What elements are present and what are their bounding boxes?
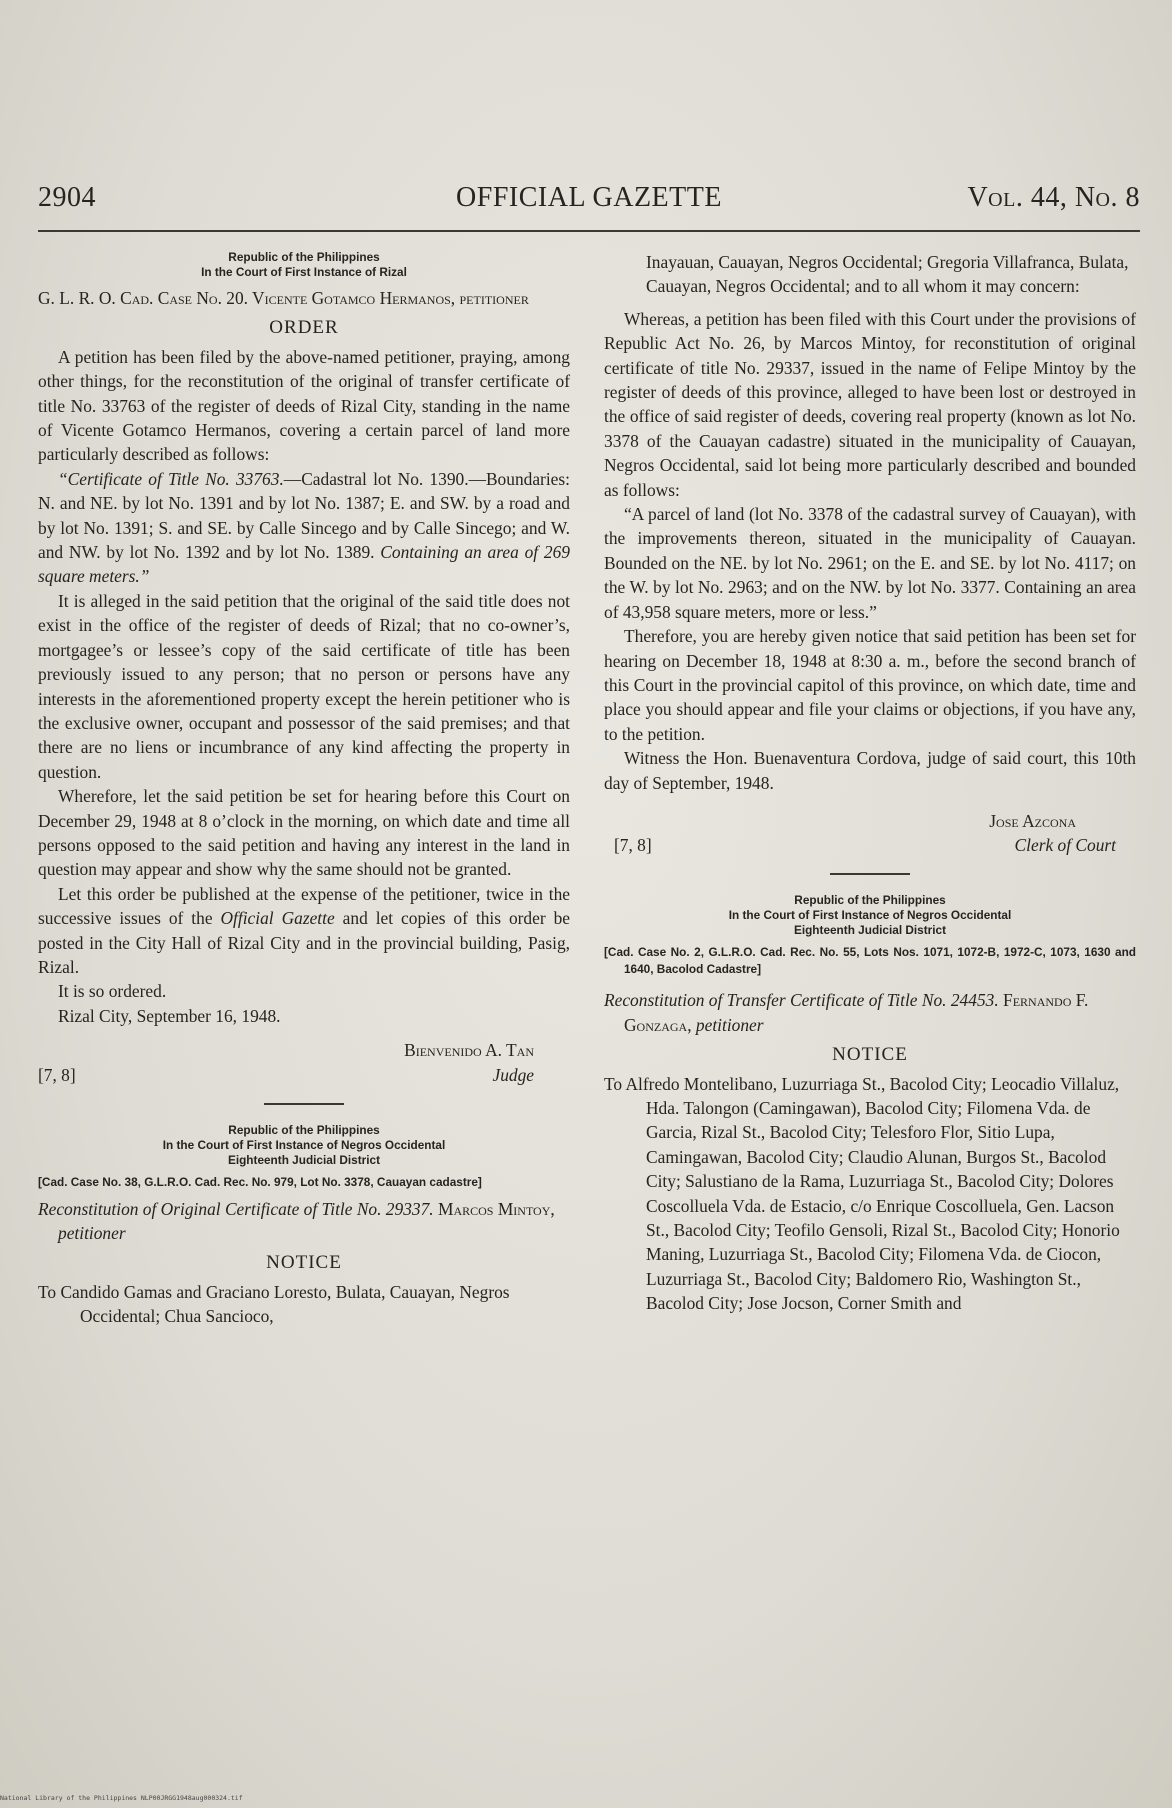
- text-run: Reconstitution of Original Certificate of Title No. 29337.: [38, 1198, 434, 1219]
- paragraph: It is so ordered.: [58, 981, 167, 1002]
- quoted-description: “A parcel of land (lot No. 3378 of the cadastral survey of Cauayan), with the improvements thereon, situated in the municipality of Cauayan. Bounded on the NE. by lot No. 2961; on the E. and SE. by lot No. 4117; on the W. by lot No. 2963; and on the NW. by lot No. 3377. Containing an area of 43,958 square meters, more or less.”: [604, 504, 1136, 622]
- issue-reference: [7, 8]: [614, 835, 652, 856]
- date-line: Rizal City, September 16, 1948.: [58, 1005, 281, 1026]
- case-title: [38, 1197, 570, 1246]
- notice-heading: NOTICE: [832, 1044, 908, 1066]
- text-run: petitioner: [58, 1223, 126, 1243]
- right-column: [604, 250, 1136, 1316]
- court-caption: Republic of the Philippines: [794, 893, 946, 908]
- court-caption: In the Court of First Instance of Negros Occidental: [728, 908, 1012, 923]
- court-caption: Republic of the Philippines: [228, 1122, 380, 1137]
- case-title: G. L. R. O. Cad. Case No. 20. Vicente Gotamco Hermanos, petitioner: [38, 288, 529, 308]
- page-number: 2904: [38, 182, 96, 213]
- left-column: [38, 250, 570, 1329]
- text-run: Let this order be published at the expense of the petitioner, twice in the successive issues of the: [38, 883, 570, 929]
- petitioner-name: Fernando F. Gonzaga,: [624, 990, 1089, 1035]
- paragraph: Wherefore, let the said petition be set for hearing before this Court on December 29, 1948 at 8 o’clock in the morning, on which date and time all persons opposed to the said petition and having any interest in the land in question may appear and show why the same should not be granted.: [38, 786, 570, 880]
- addressees: To Alfredo Montelibano, Luzurriaga St., Bacolod City; Leocadio Villaluz, Hda. Talongon (Camingawan), Bacolod City; Filomena Vda. de Garcia, Rizal St., Bacolod City; Telesforo Flor, Sitio Lupa, Camingawan, Bacolod City; Claudio Alunan, Burgos St., Bacolod City; Salustiano de la Rama, Luzurriaga St., Bacolod City; Dolores Coscolluela Vda. de Estacio, c/o Enrique Coscolluela, Gen. Lacson St., Bacolod City; Teofilo Gensoli, Rizal St., Bacolod City; Honorio Maning, Luzurriaga St., Bacolod City; Filomena Vda. de Ciocon, Luzurriaga St., Bacolod City; Baldomero Rio, Washington St., Bacolod City; Jose Jocson, Corner Smith and: [604, 1073, 1120, 1314]
- page-header: [38, 182, 1140, 228]
- court-caption: In the Court of First Instance of Negros Occidental: [162, 1137, 446, 1152]
- case-title: [604, 988, 1136, 1037]
- court-caption: Republic of the Philippines: [228, 250, 380, 264]
- signer-name: Jose Azcona: [989, 810, 1076, 831]
- court-caption: In the Court of First Instance of Rizal: [201, 265, 407, 279]
- gazette-name: Official Gazette: [220, 908, 335, 929]
- paragraph: Therefore, you are hereby given notice that said petition has been set for hearing on December 18, 1948 at 8:30 a. m., before the second branch of this Court in the provincial capitol of this province, on which date, time and place you should appear and file your claims or objections, if you have any, to the petition.: [604, 626, 1136, 744]
- quote-title: “Certificate of Title No. 33763.: [58, 468, 284, 489]
- case-reference: [Cad. Case No. 2, G.L.R.O. Cad. Rec. No. 55, Lots Nos. 1071, 1072-B, 1972-C, 1073, 1630 and 1640, Bacolod Cadastre]: [604, 945, 1136, 977]
- text-run: Reconstitution of Transfer Certificate of Title No. 24453.: [604, 990, 999, 1011]
- quote-area: Containing an area of 269 square meters.”: [38, 542, 570, 587]
- volume-number: Vol. 44, No. 8: [967, 182, 1140, 213]
- header-rule: [38, 230, 1140, 232]
- petitioner-name: Marcos Mintoy,: [433, 1198, 555, 1219]
- paragraph: It is alleged in the said petition that the original of the said title does not exist in the office of the register of deeds of Rizal; that no co-owner’s, mortgagee’s or lessee’s copy of the said certificate of title has been previously issued to any person; that no person or persons have any interests in the aforementioned property except the herein petitioner who is the exclusive owner, occupant and possessor of the said premises; and that there are no liens or incumbrance of any kind affecting the property in question.: [38, 590, 570, 782]
- section-divider: [830, 873, 910, 875]
- signature-row: [604, 833, 1136, 857]
- quote-body: —Cadastral lot No. 1390.—Boundaries: N. and NE. by lot No. 1391 and by lot No. 1387; E. and SW. by a road and by lot No. 1391; S. and SE. by Calle Sincego and by Calle Sincego; and W. and NW. by lot No. 1392 and by lot No. 1389.: [38, 468, 570, 563]
- scan-footer: National Library of the Philippines NLP00JRGG1948aug000324.tif: [0, 1794, 243, 1802]
- quoted-description: [38, 467, 570, 589]
- paragraph: Witness the Hon. Buenaventura Cordova, judge of said court, this 10th day of September, 1948.: [604, 748, 1136, 793]
- court-caption: Eighteenth Judicial District: [227, 1152, 381, 1167]
- paragraph: Whereas, a petition has been filed with this Court under the provisions of Republic Act No. 26, by Marcos Mintoy, for reconstitution of original certificate of title No. 29337, issued in the name of Felipe Mintoy by the register of deeds of this province, alleged to have been lost or destroyed in the office of said register of deeds, covering real property (known as lot No. 3378 of the Cauayan cadastre) situated in the municipality of Cauayan, Negros Occidental, said lot being more particularly described and bounded as follows:: [604, 308, 1136, 500]
- signer-title: Judge: [492, 1064, 534, 1085]
- signer-title: Clerk of Court: [1014, 835, 1116, 856]
- notice-heading: NOTICE: [266, 1252, 342, 1274]
- order-heading: ORDER: [269, 317, 339, 339]
- text-run: and let copies of this order be posted in the City Hall of Rizal City and in the provincial building, Pasig, Rizal.: [38, 908, 570, 977]
- addressees-continued: Inayauan, Cauayan, Negros Occidental; Gregoria Villafranca, Bulata, Cauayan, Negros Occidental; and to all whom it may concern:: [646, 252, 1129, 297]
- addressees: To Candido Gamas and Graciano Loresto, Bulata, Cauayan, Negros Occidental; Chua Sancioco,: [38, 1281, 510, 1327]
- court-caption: Eighteenth Judicial District: [793, 923, 947, 938]
- publication-title: OFFICIAL GAZETTE: [456, 182, 722, 213]
- issue-reference: [7, 8]: [38, 1064, 76, 1085]
- text-run: petitioner: [691, 1014, 764, 1035]
- paragraph: A petition has been filed by the above-named petitioner, praying, among other things, for the reconstitution of the original of transfer certificate of title No. 33763 of the register of deeds of Rizal City, standing in the name of Vicente Gotamco Hermanos, covering a certain parcel of land more particularly described as follows:: [38, 346, 570, 465]
- section-divider: [264, 1103, 344, 1105]
- paragraph: [38, 882, 570, 980]
- signer-name: Bienvenido A. Tan: [404, 1040, 534, 1061]
- case-reference: [Cad. Case No. 38, G.L.R.O. Cad. Rec. No. 979, Lot No. 3378, Cauayan cadastre]: [38, 1174, 482, 1189]
- signature-row: [38, 1063, 570, 1087]
